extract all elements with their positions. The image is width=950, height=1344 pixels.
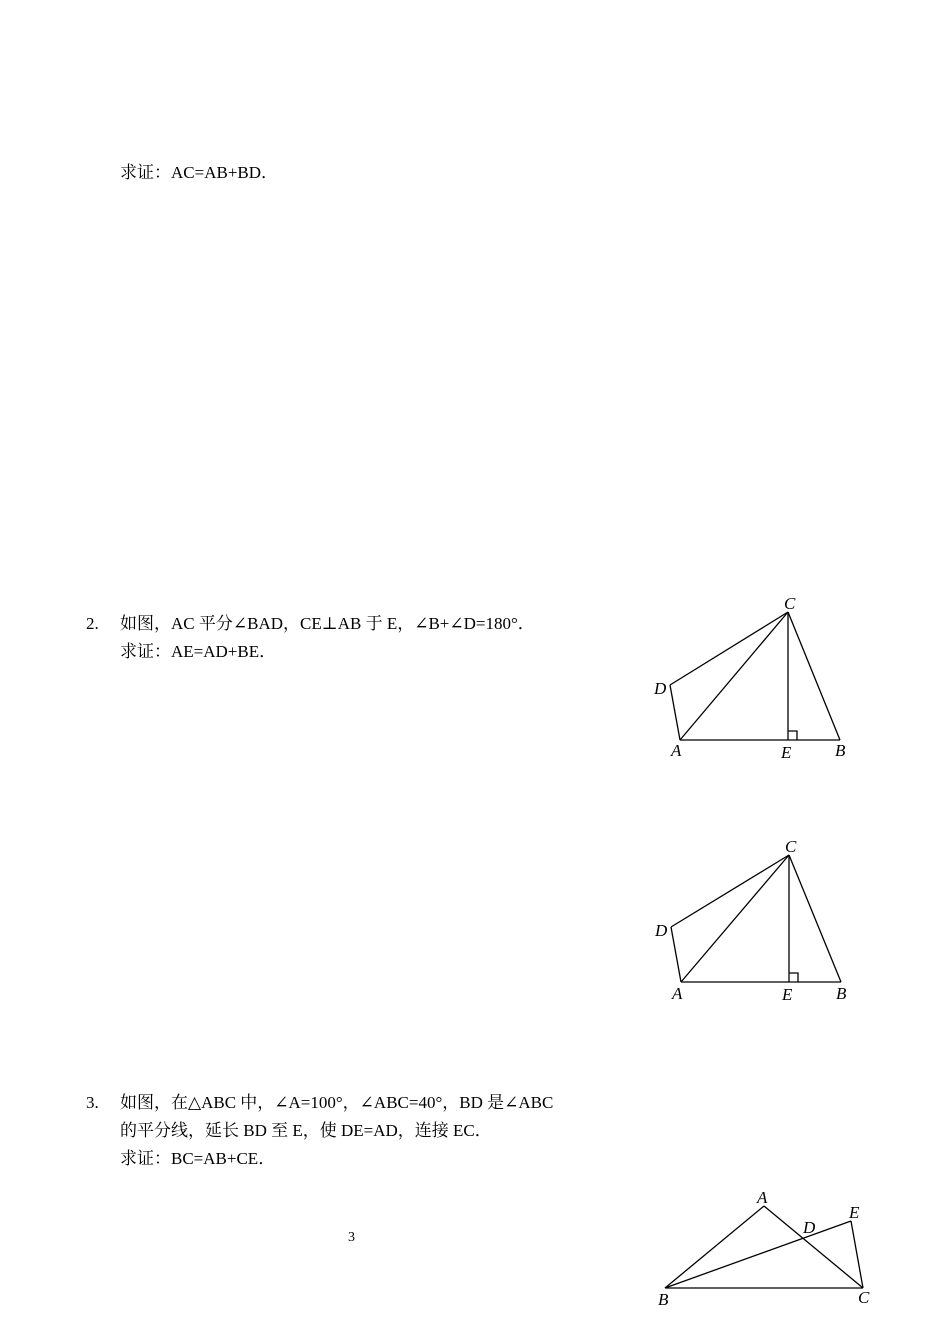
proof-statement-1: 求证：AC=AB+BD．: [120, 163, 279, 182]
fig1-label-d: D: [654, 679, 667, 698]
fig3-label-d: D: [803, 1218, 816, 1237]
problem-3-line-1: 如图，在△ABC 中，∠A=100°，∠ABC=40°，BD 是∠ABC: [120, 1093, 554, 1112]
problem-2-number: 2.: [86, 614, 99, 633]
fig3-label-e: E: [849, 1203, 860, 1222]
fig3-label-c: C: [858, 1288, 870, 1307]
problem-3-line-3: 求证：BC=AB+CE．: [120, 1149, 276, 1168]
fig3-label-a: A: [757, 1188, 768, 1207]
fig2-label-d: D: [655, 921, 668, 940]
fig1-label-a: A: [671, 741, 682, 760]
fig3-label-b: B: [658, 1290, 669, 1309]
problem-2-line-1: 如图，AC 平分∠BAD，CE⊥AB 于 E，∠B+∠D=180°．: [120, 614, 535, 633]
problem-3-line-2: 的平分线，延长 BD 至 E，使 DE=AD，连接 EC．: [120, 1121, 492, 1140]
fig1-label-b: B: [835, 741, 846, 760]
figure-2-quadrilateral: [671, 855, 841, 982]
figure-1-quadrilateral: [670, 612, 840, 740]
problem-3-number: 3.: [86, 1093, 99, 1112]
page-number: 3: [348, 1230, 355, 1245]
fig2-label-b: B: [836, 984, 847, 1003]
fig2-label-c: C: [785, 837, 797, 856]
fig1-label-e: E: [781, 743, 792, 762]
problem-2-line-2: 求证：AE=AD+BE．: [120, 642, 277, 661]
fig2-label-a: A: [672, 984, 683, 1003]
figure-3-triangle: [665, 1206, 863, 1288]
fig1-label-c: C: [784, 594, 796, 613]
fig2-label-e: E: [782, 985, 793, 1004]
